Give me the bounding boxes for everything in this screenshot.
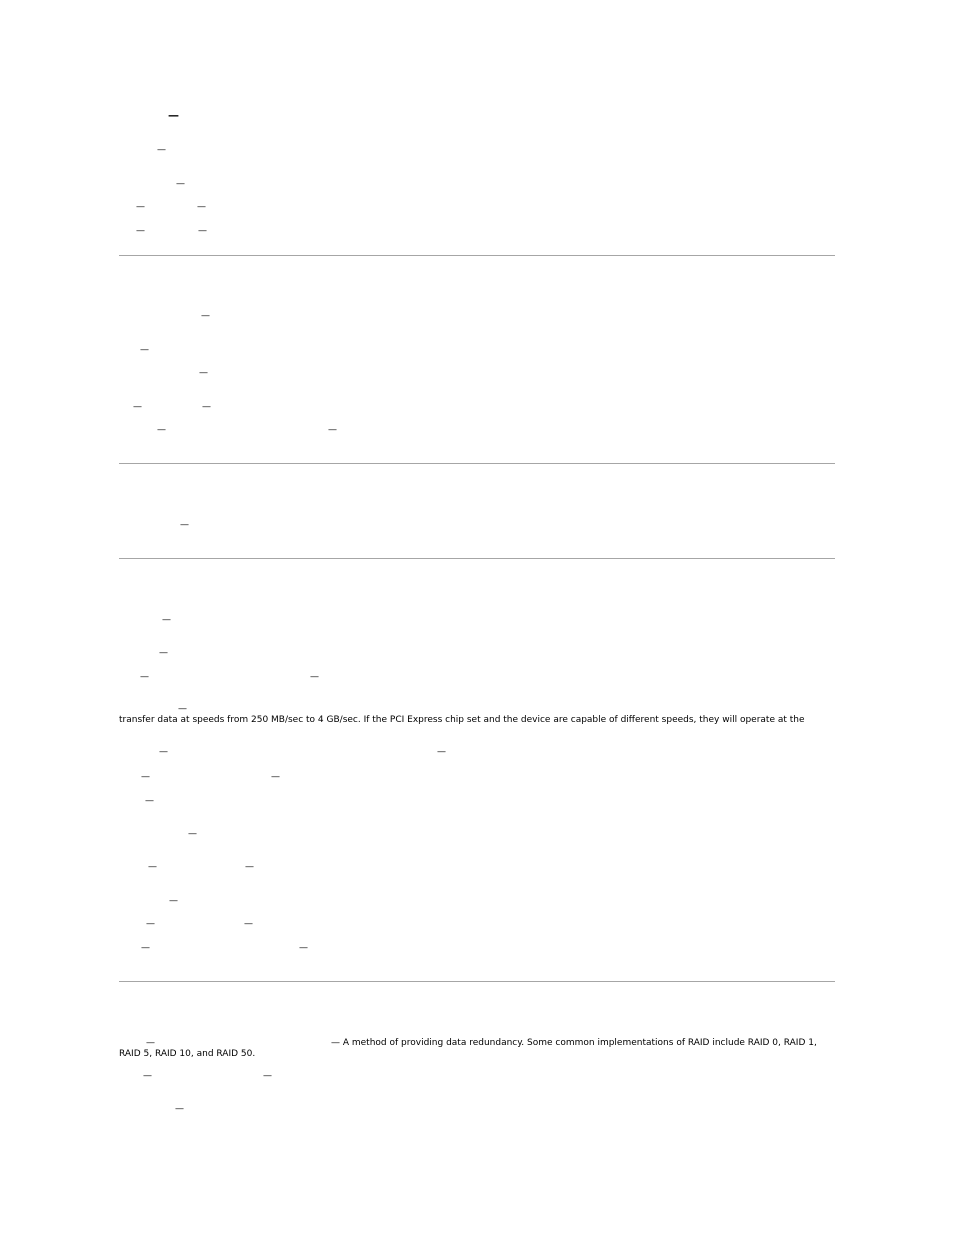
dash-separator: — — [169, 896, 178, 906]
dash-separator: — — [176, 179, 185, 189]
dash-separator: — — [136, 226, 145, 236]
raid-definition-text: — A method of providing data redundancy. Some common implementations of RAID include RAID 0, RAID 1, RAID 5, RAID 10, and RAID 50. — [119, 1038, 817, 1059]
dash-separator: — — [133, 402, 142, 412]
dash-separator: — — [140, 672, 149, 682]
section-divider — [119, 981, 835, 982]
section-divider — [119, 255, 835, 256]
dash-separator: — — [157, 425, 166, 435]
dash-separator: — — [140, 345, 149, 355]
dash-separator: — — [143, 1071, 152, 1081]
dash-separator: — — [245, 862, 254, 872]
dash-separator: — — [136, 202, 145, 212]
dash-separator: — — [299, 943, 308, 953]
dash-separator: — — [310, 672, 319, 682]
dash-separator: — — [175, 1104, 184, 1114]
section-divider — [119, 558, 835, 559]
dash-separator: — — [271, 772, 280, 782]
dash-separator: — — [437, 747, 446, 757]
dash-separator: — — [141, 943, 150, 953]
dash-separator: — — [197, 202, 206, 212]
dash-separator: — — [159, 747, 168, 757]
dash-separator: — — [159, 648, 168, 658]
dash-separator: — — [148, 862, 157, 872]
dash-separator: — — [188, 829, 197, 839]
dash-separator: — — [178, 704, 187, 714]
dash-separator: — — [244, 919, 253, 929]
dash-separator: — — [198, 226, 207, 236]
dash-separator: — — [157, 145, 166, 155]
dash-separator: — — [145, 796, 154, 806]
dash-separator: — — [162, 615, 171, 625]
section-divider — [119, 463, 835, 464]
dash-separator: — — [146, 919, 155, 929]
dash-separator: — — [199, 368, 208, 378]
dash-separator: — — [146, 1038, 155, 1048]
dash-separator: — — [141, 772, 150, 782]
dash-separator: — — [201, 311, 210, 321]
dash-separator: — — [180, 520, 189, 530]
pci-express-speed-text: transfer data at speeds from 250 MB/sec to 4 GB/sec. If the PCI Express chip set and the device are capable of different speeds, they will operate at the — [119, 715, 805, 725]
dash-separator: — — [168, 109, 179, 122]
dash-separator: — — [263, 1071, 272, 1081]
dash-separator: — — [328, 425, 337, 435]
dash-separator: — — [202, 402, 211, 412]
